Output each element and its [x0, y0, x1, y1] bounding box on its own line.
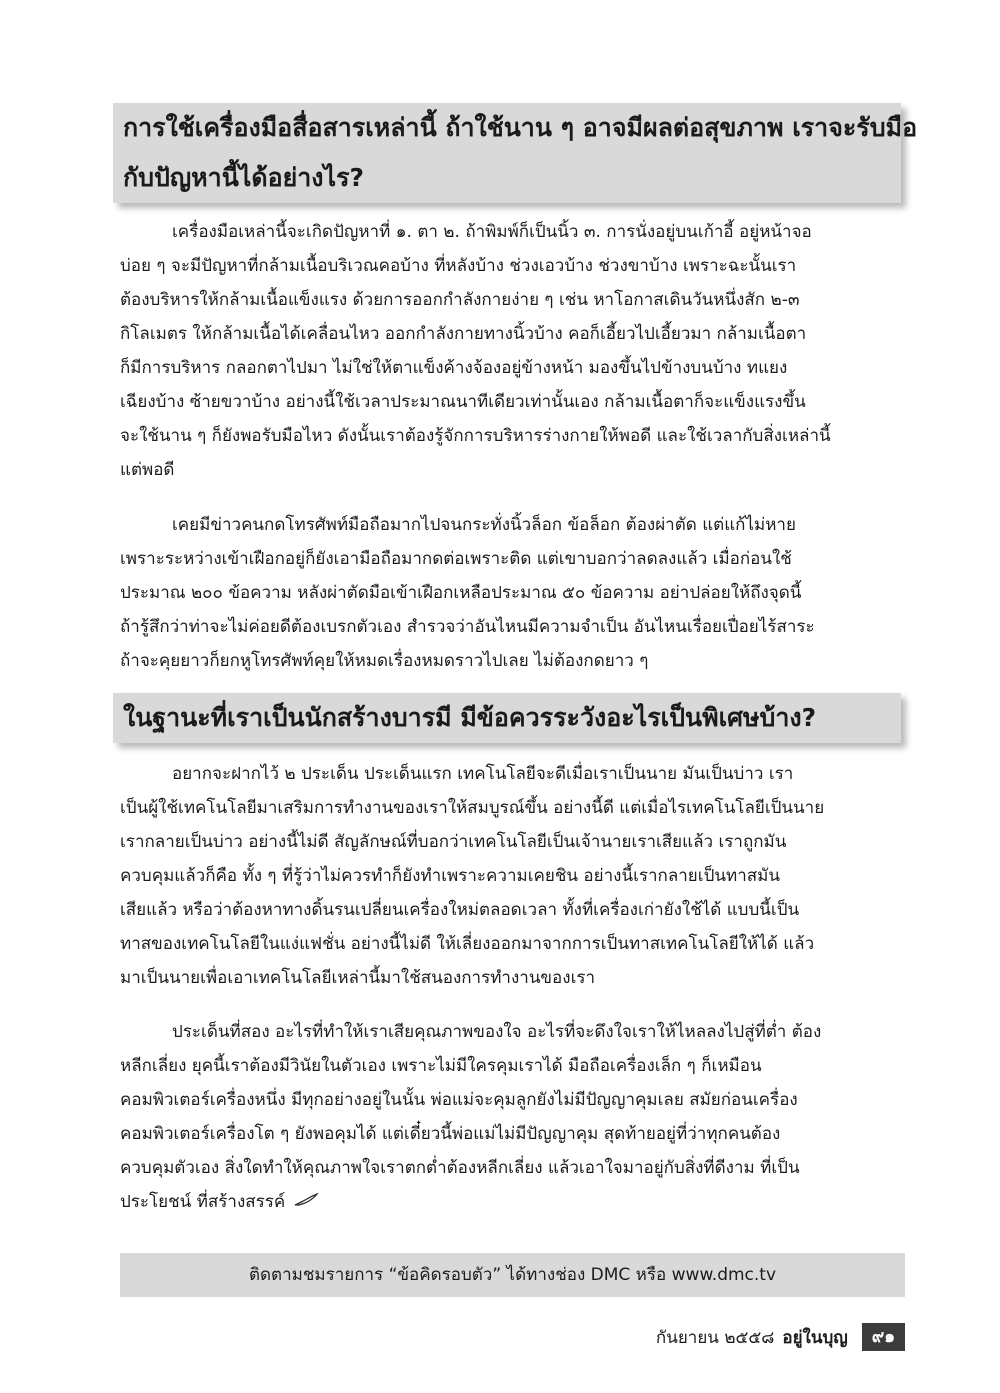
- page-number: ๙๑: [862, 1323, 905, 1351]
- text-line: เรากลายเป็นบ่าว อย่างนี้ไม่ดี สัญลักษณ์ที่บอกว่าเทคโนโลยีเป็นเจ้านายเราเสียแล้ว เราถูกมัน: [120, 832, 787, 852]
- text-line: เพราะระหว่างเข้าเฝือกอยู่ก็ยังเอามือถือมากดต่อเพราะติด แต่เขาบอกว่าลดลงแล้ว เมื่อก่อนใช้: [120, 549, 792, 569]
- page-footer: [656, 1322, 905, 1352]
- text-line: เป็นผู้ใช้เทคโนโลยีมาเสริมการทำงานของเราให้สมบูรณ์ขึ้น อย่างนี้ดี แต่เมื่อไรเทคโนโลยีเป็นนาย: [120, 798, 825, 818]
- text-line: เสียแล้ว หรือว่าต้องหาทางดิ้นรนเปลี่ยนเครื่องใหม่ตลอดเวลา ทั้งที่เครื่องเก่ายังใช้ได้ แบบนี้เป็น: [120, 900, 800, 920]
- heading-line: ในฐานะที่เราเป็นนักสร้างบารมี มีข้อควรระวังอะไรเป็นพิเศษบ้าง?: [123, 703, 817, 732]
- text-line: มาเป็นนายเพื่อเอาเทคโนโลยีเหล่านี้มาใช้สนองการทำงานของเรา: [120, 968, 596, 988]
- text-line: ประเด็นที่สอง อะไรที่ทำให้เราเสียคุณภาพของใจ อะไรที่จะดึงใจเราให้ไหลลงไปสู่ที่ต่ำ ต้อง: [172, 1022, 822, 1042]
- text-line: ประมาณ ๒๐๐ ข้อความ หลังผ่าตัดมือเข้าเฝือกเหลือประมาณ ๕๐ ข้อความ อย่าปล่อยให้ถึงจุดนี้: [120, 583, 802, 603]
- text-line: ควบคุมแล้วก็คือ ทั้ง ๆ ที่รู้ว่าไม่ควรทำก็ยังทำเพราะความเคยชิน อย่างนี้เรากลายเป็นทาสมัน: [120, 866, 780, 886]
- text-line: ก็มีการบริหาร กลอกตาไปมา ไม่ใช่ให้ตาแข็งค้างจ้องอยู่ข้างหน้า มองขึ้นไปข้างบนบ้าง ทแยง: [120, 358, 788, 378]
- text-line: ถ้ารู้สึกว่าท่าจะไม่ค่อยดีต้องเบรกตัวเอง สำรวจว่าอันไหนมีความจำเป็น อันไหนเรื่อยเปื่อยไร้สาระ: [120, 617, 815, 637]
- issue-date: กันยายน ๒๕๕๘: [655, 1327, 775, 1348]
- text-line: ควบคุมตัวเอง สิ่งใดทำให้คุณภาพใจเราตกต่ำต้องหลีกเลี่ยง แล้วเอาใจมาอยู่กับสิ่งที่ดีงาม ที่เป็น: [120, 1158, 800, 1178]
- text-line: หลีกเลี่ยง ยุคนี้เราต้องมีวินัยในตัวเอง เพราะไม่มีใครคุมเราได้ มือถือเครื่องเล็ก ๆ ก็เหมือน: [120, 1056, 762, 1076]
- last-line-text: ประโยชน์ ที่สร้างสรรค์: [120, 1192, 286, 1212]
- text-line: จะใช้นาน ๆ ก็ยังพอรับมือไหว ดังนั้นเราต้องรู้จักการบริหารร่างกายให้พอดี และใช้เวลากับสิ่งเหล่านี้: [120, 426, 831, 446]
- footer-banner-text: ติดตามชมรายการ “ข้อคิดรอบตัว” ได้ทางช่อง DMC หรือ www.dmc.tv: [248, 1265, 777, 1285]
- heading-line: การใช้เครื่องมือสื่อสารเหล่านี้ ถ้าใช้นาน ๆ อาจมีผลต่อสุขภาพ เราจะรับมือ: [123, 113, 918, 142]
- text-line: อยากจะฝากไว้ ๒ ประเด็น ประเด็นแรก เทคโนโลยีจะดีเมื่อเราเป็นนาย มันเป็นบ่าว เรา: [172, 764, 794, 784]
- text-line: เคยมีข่าวคนกดโทรศัพท์มือถือมากไปจนกระทั่งนิ้วล็อก ข้อล็อก ต้องผ่าตัด แต่แก้ไม่หาย: [172, 515, 796, 535]
- text-line: ต้องบริหารให้กล้ามเนื้อแข็งแรง ด้วยการออกกำลังกายง่าย ๆ เช่น หาโอกาสเดินวันหนึ่งสัก ๒-๓: [120, 290, 800, 310]
- text-line: [120, 1185, 905, 1219]
- text-line: เฉียงบ้าง ซ้ายขวาบ้าง อย่างนี้ใช้เวลาประมาณนาทีเดียวเท่านั้นเอง กล้ามเนื้อตาก็จะแข็งแรงขึ้น: [120, 392, 806, 412]
- question-1-heading: [113, 103, 918, 203]
- answer-2-paragraph-2: [120, 1015, 905, 1219]
- text-line: ทาสของเทคโนโลยีในแง่แฟชั่น อย่างนี้ไม่ดี ให้เลี่ยงออกมาจากการเป็นทาสเทคโนโลยีให้ได้ แล้ว: [120, 934, 815, 954]
- text-line: เครื่องมือเหล่านี้จะเกิดปัญหาที่ ๑. ตา ๒. ถ้าพิมพ์ก็เป็นนิ้ว ๓. การนั่งอยู่บนเก้าอี้ อยู่หน้าจอ: [172, 222, 812, 242]
- text-line: ถ้าจะคุยยาวก็ยกหูโทรศัพท์คุยให้หมดเรื่องหมดราวไปเลย ไม่ต้องกดยาว ๆ: [120, 651, 649, 671]
- answer-1-paragraph-2: [120, 508, 905, 678]
- text-line: คอมพิวเตอร์เครื่องโต ๆ ยังพอคุมได้ แต่เดี๋ยวนี้พ่อแม่ไม่มีปัญญาคุม สุดท้ายอยู่ที่ว่าทุกคนต้อง: [120, 1124, 781, 1144]
- heading-line: กับปัญหานี้ได้อย่างไร?: [123, 163, 365, 192]
- text-line: บ่อย ๆ จะมีปัญหาที่กล้ามเนื้อบริเวณคอบ้าง ที่หลังบ้าง ช่วงเอวบ้าง ช่วงขาบ้าง เพราะฉะนั้นเรา: [120, 256, 797, 276]
- footer-banner: [120, 1253, 905, 1297]
- magazine-name: อยู่ในบุญ: [782, 1327, 848, 1348]
- answer-1-paragraph-1: [120, 215, 905, 487]
- text-line: กิโลเมตร ให้กล้ามเนื้อได้เคลื่อนไหว ออกกำลังกายทางนิ้วบ้าง คอก็เอี้ยวไปเอี้ยวมา กล้ามเนื้อตา: [120, 324, 807, 344]
- answer-2-paragraph-1: [120, 757, 905, 995]
- text-line: แต่พอดี: [120, 460, 175, 480]
- quill-pen-icon: [293, 1185, 319, 1219]
- text-line: คอมพิวเตอร์เครื่องหนึ่ง มีทุกอย่างอยู่ในนั้น พ่อแม่จะคุมลูกยังไม่มีปัญญาคุมเลย สมัยก่อนเครื่อง: [120, 1090, 798, 1110]
- question-2-heading: [113, 693, 901, 743]
